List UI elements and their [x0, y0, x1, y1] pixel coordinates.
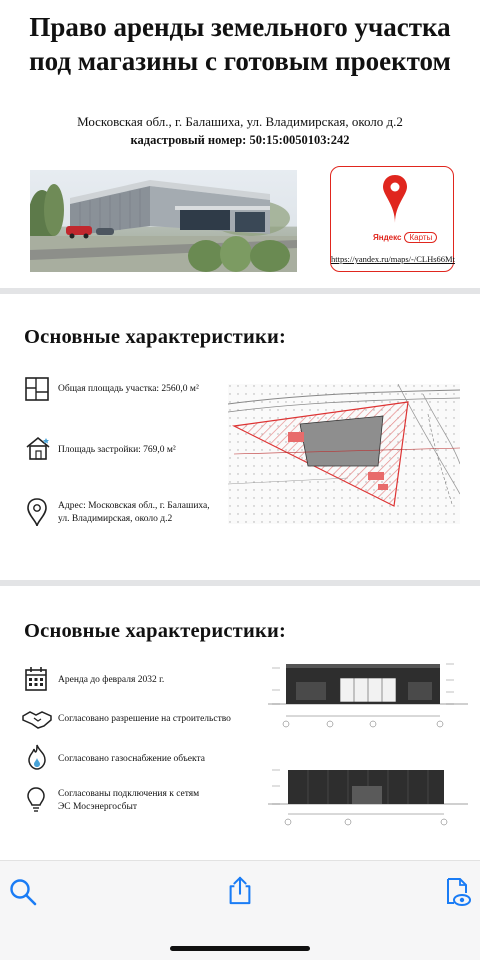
share-icon[interactable]	[225, 875, 255, 905]
side-elevation-drawing	[268, 760, 468, 830]
feature-address-line1: Адрес: Московская обл., г. Балашиха,	[58, 501, 210, 511]
handshake-icon	[22, 708, 52, 730]
feature-built-area: Площадь застройки: 769,0 м²	[58, 445, 176, 455]
section-heading: Основные характеристики:	[24, 620, 287, 642]
house-icon	[24, 434, 52, 462]
feature-power-grid-line2: ЭС Мосэнергосбыт	[58, 802, 137, 812]
document-view-icon[interactable]	[442, 877, 472, 907]
search-icon[interactable]	[8, 877, 38, 907]
floor-plan-icon	[24, 376, 50, 402]
slide-characteristics-2	[0, 588, 480, 860]
front-elevation-drawing	[268, 660, 468, 730]
feature-building-permit: Согласовано разрешение на строительство	[58, 714, 231, 724]
feature-power-grid-line1: Согласованы подключения к сетям	[58, 789, 200, 799]
map-pin-icon	[383, 175, 407, 223]
section-heading: Основные характеристики:	[24, 326, 287, 348]
yandex-maps-logo	[373, 233, 437, 242]
yandex-brand: Яндекс	[373, 233, 402, 242]
flame-icon	[26, 744, 48, 770]
feature-lease: Аренда до февраля 2032 г.	[58, 675, 165, 685]
feature-power-grid	[58, 788, 199, 814]
bottom-toolbar	[0, 860, 480, 960]
address-line: Московская обл., г. Балашиха, ул. Владимирская, около д.2	[77, 114, 403, 129]
home-indicator[interactable]	[170, 946, 310, 951]
calendar-icon	[24, 666, 48, 692]
site-plan-drawing	[228, 384, 460, 524]
feature-gas-supply: Согласовано газоснабжение объекта	[58, 754, 205, 764]
document-title: Право аренды земельного участка под магазины с готовым проектом	[29, 12, 451, 76]
page-separator	[0, 580, 480, 586]
lightbulb-icon	[26, 786, 46, 814]
cadastral-number: кадастровый номер: 50:15:0050103:242	[130, 133, 350, 147]
slide-characteristics-1	[0, 294, 480, 580]
maps-brand: Карты	[404, 232, 437, 243]
feature-address	[58, 500, 210, 526]
building-render-image	[30, 170, 297, 272]
slide-title	[0, 0, 480, 286]
location-pin-icon	[26, 498, 48, 528]
map-link[interactable]: https://yandex.ru/maps/-/CLHs66Mt	[331, 254, 455, 264]
yandex-map-card[interactable]	[330, 166, 454, 272]
feature-address-line2: ул. Владимирская, около д.2	[58, 514, 173, 524]
feature-area: Общая площадь участка: 2560,0 м²	[58, 384, 199, 394]
